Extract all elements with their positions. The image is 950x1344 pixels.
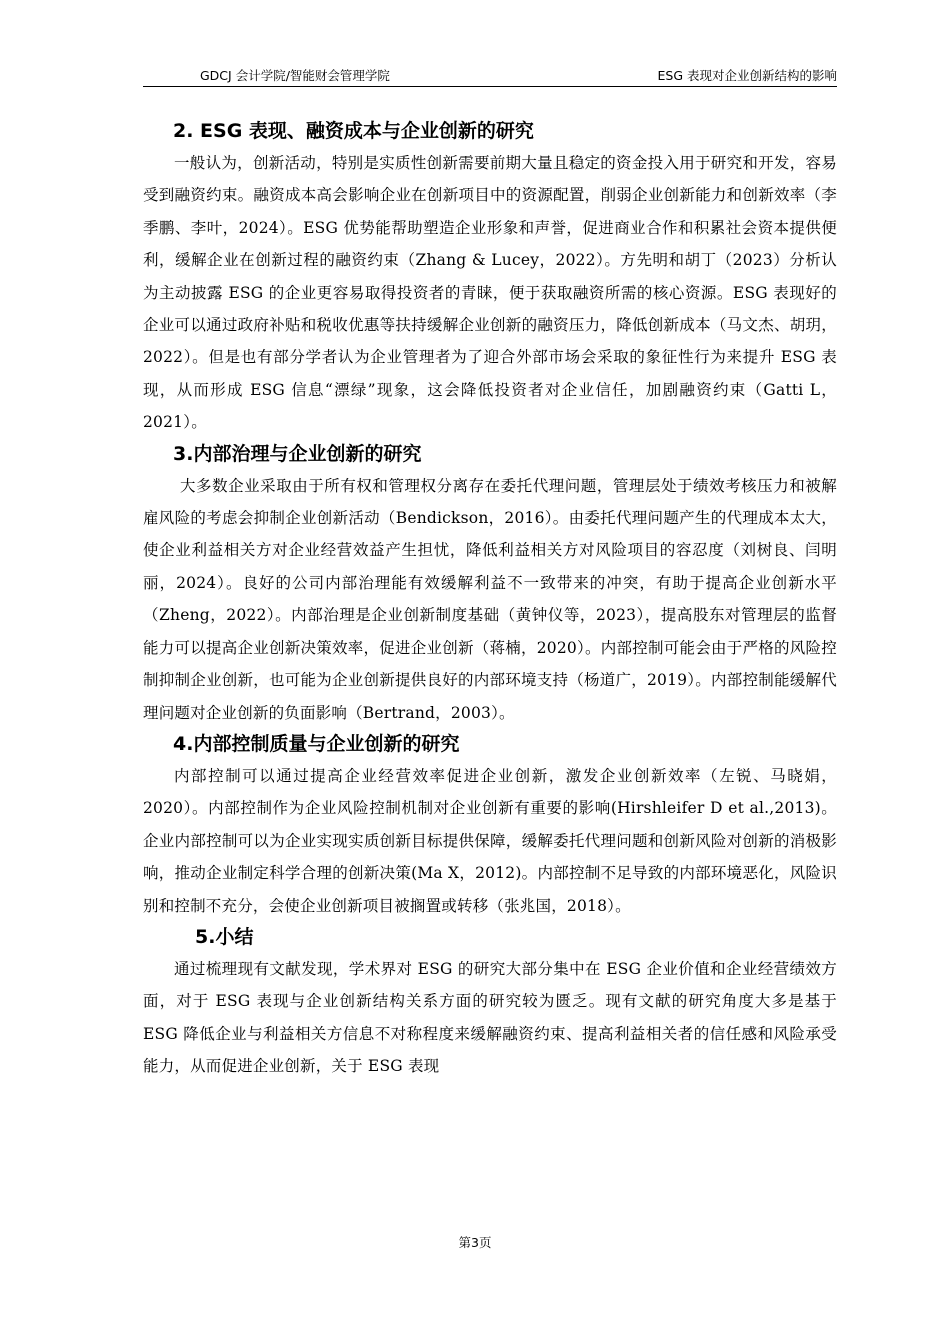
section-paragraph: 内部控制可以通过提高企业经营效率促进企业创新，激发企业创新效率（左锐、马晓娟，2020）。内部控制作为企业风险控制机制对企业创新有重要的影响(Hirshleifer D et al.,2013)。企业内部控制可以为企业实现实质创新目标提供保障，缓解委托代理问题和创新风险对创新的消极影响，推动企业制定科学合理的创新决策(Ma X，2012)。内部控制不足导致的内部环境恶化，风险识别和控制不充分，会使企业创新项目被搁置或转移（张兆国，2018）。 xyxy=(143,766,837,915)
section-paragraph: 大多数企业采取由于所有权和管理权分离存在委托代理问题，管理层处于绩效考核压力和被解雇风险的考虑会抑制企业创新活动（Bendickson，2016）。由委托代理问题产生的代理成本太大，使企业利益相关方对企业经营效益产生担忧，降低利益相关方对风险项目的容忍度（刘树良、闫明丽，2024）。良好的公司内部治理能有效缓解利益不一致带来的冲突，有助于提高企业创新水平（Zheng，2022）。内部治理是企业创新制度基础（黄钟仪等，2023），提高股东对管理层的监督能力可以提高企业创新决策效率，促进企业创新（蒋楠，2020）。内部控制可能会由于严格的风险控制抑制企业创新，也可能为企业创新提供良好的内部环境支持（杨道广，2019）。内部控制能缓解代理问题对企业创新的负面影响（Bertrand，2003）。 xyxy=(143,476,837,722)
section-internal-control xyxy=(143,729,837,922)
header-right-text: ESG 表现对企业创新结构的影响 xyxy=(657,68,837,83)
section-paragraph: 通过梳理现有文献发现，学术界对 ESG 的研究大部分集中在 ESG 企业价值和企业经营绩效方面，对于 ESG 表现与企业创新结构关系方面的研究较为匮乏。现有文献的研究角度大多是基于 ESG 降低企业与利益相关方信息不对称程度来缓解融资约束、提高利益相关者的信任感和风险承受能力，从而促进企业创新，关于 ESG 表现 xyxy=(143,959,837,1076)
section-heading: 2. ESG 表现、融资成本与企业创新的研究 xyxy=(173,120,534,142)
header-left-text: GDCJ 会计学院/智能财会管理学院 xyxy=(200,68,390,83)
page-header xyxy=(143,66,837,87)
section-paragraph: 一般认为，创新活动，特别是实质性创新需要前期大量且稳定的资金投入用于研究和开发，容易受到融资约束。融资成本高会影响企业在创新项目中的资源配置，削弱企业创新能力和创新效率（李季鹏、李叶，2024）。ESG 优势能帮助塑造企业形象和声誉，促进商业合作和积累社会资本提供便利，缓解企业在创新过程的融资约束（Zhang & Lucey，2022）。方先明和胡丁（2023）分析认为主动披露 ESG 的企业更容易取得投资者的青睐，便于获取融资所需的核心资源。ESG 表现好的企业可以通过政府补贴和税收优惠等扶持缓解企业创新的融资压力，降低创新成本（马文杰、胡玥，2022）。但是也有部分学者认为企业管理者为了迎合外部市场会采取的象征性行为来提升 ESG 表现，从而形成 ESG 信息“漂绿”现象，这会降低投资者对企业信任，加剧融资约束（Gatti L，2021）。 xyxy=(143,154,837,432)
section-summary xyxy=(143,922,837,1083)
page-number: 第3页 xyxy=(458,1235,492,1250)
section-esg-financing xyxy=(143,116,837,439)
section-heading: 5.小结 xyxy=(195,925,254,948)
page-body xyxy=(143,116,837,1083)
section-internal-governance xyxy=(143,439,837,729)
section-heading: 4.内部控制质量与企业创新的研究 xyxy=(173,732,460,755)
section-heading: 3.内部治理与企业创新的研究 xyxy=(173,442,422,465)
